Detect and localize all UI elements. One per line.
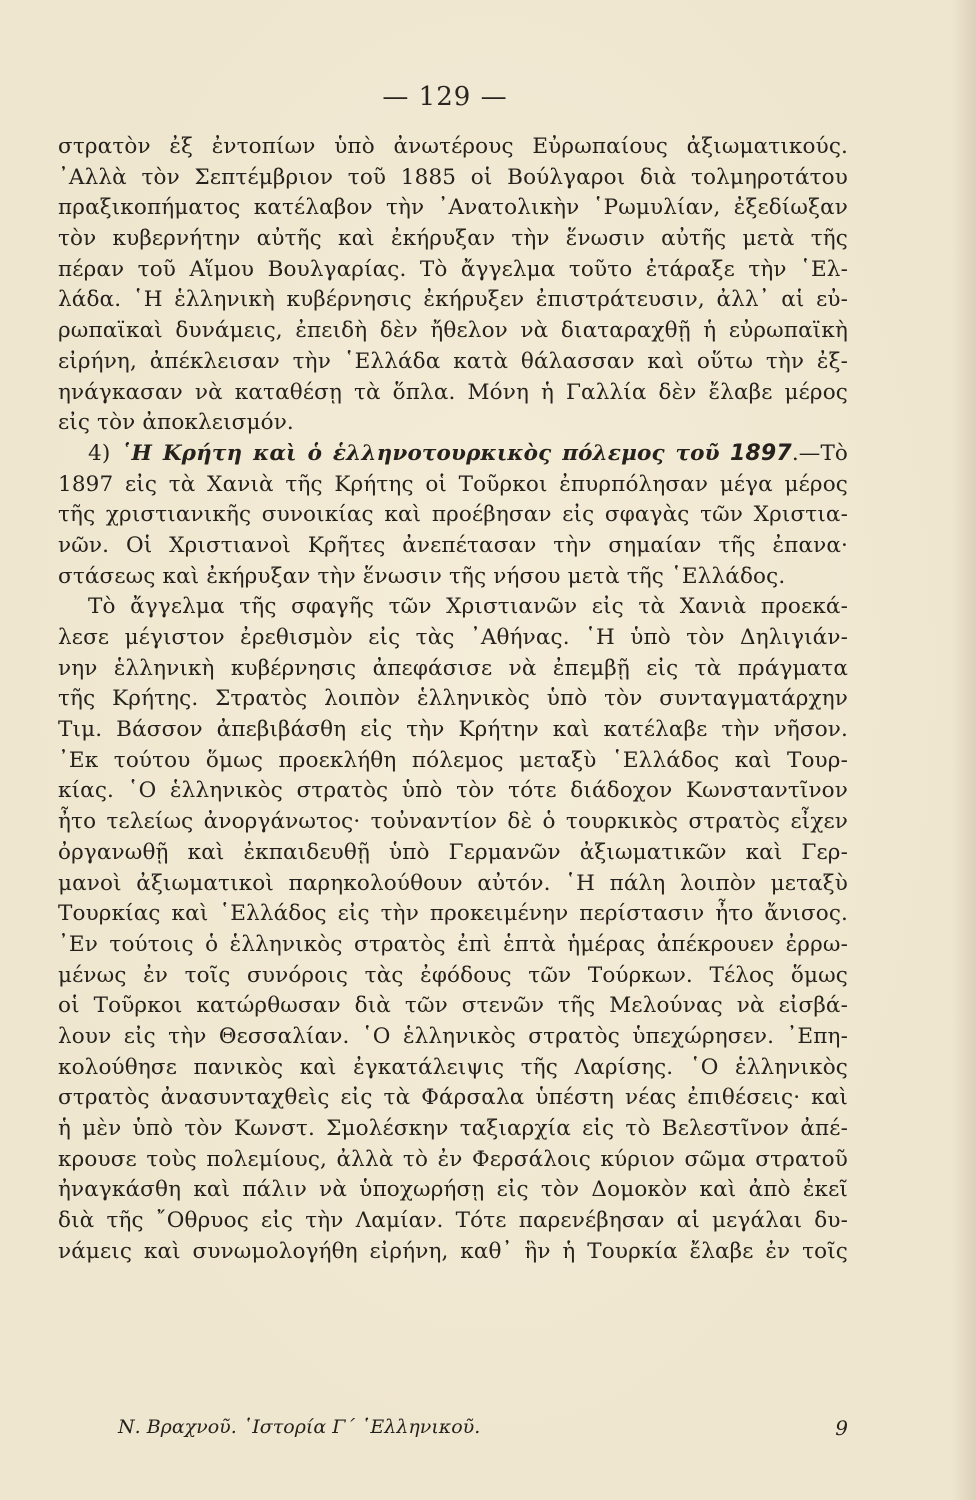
text-line: στρατὸν ἐξ ἐντοπίων ὑπὸ ἀνωτέρους Εὐρωπαίους ἀξιωματικούς. bbox=[58, 134, 848, 159]
text-line: λεσε μέγιστον ἐρεθισμὸν εἰς τὰς ᾿Αθήνας. ῾Η ὑπὸ τὸν Δηλιγιάν- bbox=[58, 625, 848, 650]
text-line: Τουρκίας καὶ ῾Ελλάδος εἰς τὴν προκειμένην περίστασιν ἦτο ἄνισος. bbox=[58, 901, 848, 927]
text-line: νάμεις καὶ συνωμολογήθη εἰρήνη, καθ᾿ ἣν ἡ Τουρκία ἔλαβε ἐν τοῖς bbox=[58, 1238, 848, 1264]
text-line: ρωπαϊκαὶ δυνάμεις, ἐπειδὴ δὲν ἤθελον νὰ διαταραχθῇ ἡ εὐρωπαϊκὴ bbox=[58, 318, 848, 344]
text-line: τὸν κυβερνήτην αὐτῆς καὶ ἐκήρυξαν τὴν ἕνωσιν αὐτῆς μετὰ τῆς bbox=[58, 226, 848, 252]
text-line: στάσεως καὶ ἐκήρυξαν τὴν ἕνωσιν τῆς νήσου μετὰ τῆς ῾Ελλάδος. bbox=[58, 563, 786, 589]
text-line: Τὸ ἄγγελμα τῆς σφαγῆς τῶν Χριστιανῶν εἰς τὰ Χανιὰ προεκά- bbox=[88, 594, 848, 620]
section-heading-continuation: .—Τὸ bbox=[791, 440, 849, 466]
text-line: τῆς Κρήτης. Στρατὸς λοιπὸν ἑλληνικὸς ὑπὸ τὸν συνταγματάρχην bbox=[58, 686, 848, 712]
text-line: ᾿Αλλὰ τὸν Σεπτέμβριον τοῦ 1885 οἱ Βούλγαροι διὰ τολμηροτάτου bbox=[58, 164, 848, 190]
text-line: κολούθησε πανικὸς καὶ ἐγκατάλειψις τῆς Λαρίσης. ῾Ο ἑλληνικὸς bbox=[58, 1054, 848, 1080]
text-line: μανοὶ ἀξιωματικοὶ παρηκολούθουν αὐτόν. ῾Η πάλη λοιπὸν μεταξὺ bbox=[58, 870, 848, 896]
text-line: πραξικοπήματος κατέλαβον τὴν ᾿Ανατολικὴν ῾Ρωμυλίαν, ἐξεδίωξαν bbox=[58, 195, 848, 221]
text-line: εἰς τὸν ἀποκλεισμόν. bbox=[58, 410, 294, 436]
text-line: νην ἑλληνικὴ κυβέρνησις ἀπεφάσισε νὰ ἐπεμβῇ εἰς τὰ πράγματα bbox=[58, 655, 848, 681]
text-line: 1897 εἰς τὰ Χανιὰ τῆς Κρήτης οἱ Τοῦρκοι ἐπυρπόλησαν μέγα μέρος bbox=[58, 471, 848, 497]
text-line: ᾿Εν τούτοις ὁ ἑλληνικὸς στρατὸς ἐπὶ ἑπτὰ ἡμέρας ἀπέκρουεν ἐρρω- bbox=[58, 931, 848, 957]
section-heading bbox=[58, 439, 848, 470]
text-line: ἡ μὲν ὑπὸ τὸν Κωνστ. Σμολέσκην ταξιαρχία εἰς τὸ Βελεστῖνον ἀπέ- bbox=[58, 1116, 848, 1141]
text-line: πέραν τοῦ Αἵμου Βουλγαρίας. Τὸ ἄγγελμα τοῦτο ἐτάραξε τὴν ῾Ελ- bbox=[58, 256, 848, 282]
text-line: λάδα. ῾Η ἑλληνικὴ κυβέρνησις ἐκήρυξεν ἐπιστράτευσιν, ἀλλ᾿ αἱ εὐ- bbox=[58, 287, 848, 313]
footer-citation: Ν. Βραχνοῦ. ῾Ιστορία Γ΄ ῾Ελληνικοῦ. bbox=[118, 1416, 481, 1438]
text-line: ηνάγκασαν νὰ καταθέσῃ τὰ ὅπλα. Μόνη ἡ Γαλλία δὲν ἔλαβε μέρος bbox=[58, 379, 848, 405]
text-line: κρουσε τοὺς πολεμίους, ἀλλὰ τὸ ἐν Φερσάλοις κύριον σῶμα στρατοῦ bbox=[58, 1146, 848, 1172]
text-line: λουν εἰς τὴν Θεσσαλίαν. ῾Ο ἑλληνικὸς στρατὸς ὑπεχώρησεν. ᾿Επη- bbox=[58, 1023, 848, 1049]
text-line: ἦτο τελείως ἀνοργάνωτος· τοὐναντίον δὲ ὁ τουρκικὸς στρατὸς εἶχεν bbox=[58, 809, 848, 835]
text-line: ᾿Εκ τούτου ὅμως προεκλήθη πόλεμος μεταξὺ ῾Ελλάδος καὶ Τουρ- bbox=[58, 747, 848, 773]
section-year: 1897 bbox=[729, 440, 792, 466]
text-line: διὰ τῆς ῎Οθρυος εἰς τὴν Λαμίαν. Τότε παρενέβησαν αἱ μεγάλαι δυ- bbox=[58, 1208, 848, 1234]
section-title: ῾Η Κρήτη καὶ ὁ ἑλληνοτουρκικὸς πόλεμος τοῦ bbox=[120, 440, 720, 466]
text-line: νῶν. Οἱ Χριστιανοὶ Κρῆτες ἀνεπέτασαν τὴν σημαίαν τῆς ἐπανα· bbox=[58, 532, 848, 558]
text-line: ἠναγκάσθη καὶ πάλιν νὰ ὑποχωρήσῃ εἰς τὸν Δομοκὸν καὶ ἀπὸ ἐκεῖ bbox=[58, 1177, 848, 1203]
signature-mark: 9 bbox=[835, 1416, 848, 1440]
page-number: — 129 — bbox=[382, 82, 508, 112]
text-line: τῆς χριστιανικῆς συνοικίας καὶ προέβησαν εἰς σφαγὰς τῶν Χριστια- bbox=[58, 502, 848, 528]
section-number: 4) bbox=[88, 440, 111, 466]
text-line: Τιμ. Βάσσον ἀπεβιβάσθη εἰς τὴν Κρήτην καὶ κατέλαβε τὴν νῆσον. bbox=[58, 717, 848, 743]
text-line: στρατὸς ἀνασυνταχθεὶς εἰς τὰ Φάρσαλα ὑπέστη νέας ἐπιθέσεις· καὶ bbox=[58, 1085, 848, 1111]
text-line: οἱ Τοῦρκοι κατώρθωσαν διὰ τῶν στενῶν τῆς Μελούνας νὰ εἰσβά- bbox=[58, 993, 848, 1019]
text-line: εἰρήνη, ἀπέκλεισαν τὴν ῾Ελλάδα κατὰ θάλασσαν καὶ οὕτω τὴν ἐξ- bbox=[58, 348, 848, 374]
text-line: κίας. ῾Ο ἑλληνικὸς στρατὸς ὑπὸ τὸν τότε διάδοχον Κωνσταντῖνον bbox=[58, 778, 848, 804]
page-footer bbox=[118, 1416, 848, 1438]
text-line: ὀργανωθῇ καὶ ἐκπαιδευθῇ ὑπὸ Γερμανῶν ἀξιωματικῶν καὶ Γερ- bbox=[58, 839, 848, 865]
page-edge-shadow bbox=[952, 0, 976, 1500]
text-line: μένως ἐν τοῖς συνόροις τὰς ἐφόδους τῶν Τούρκων. Τέλος ὅμως bbox=[58, 962, 848, 988]
body-text bbox=[58, 132, 848, 1267]
